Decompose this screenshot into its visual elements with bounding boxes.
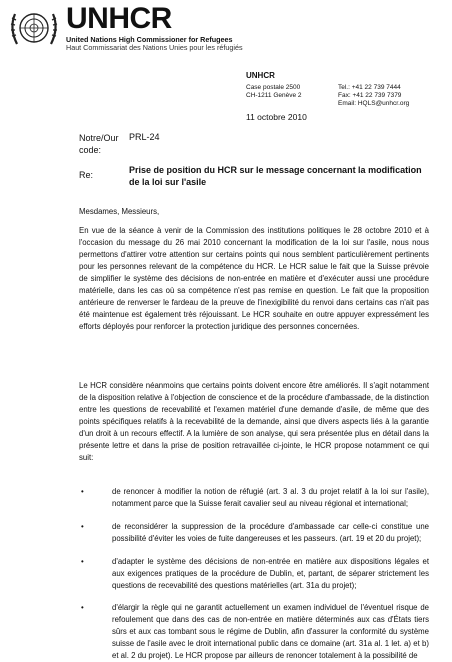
sender-contact <box>338 84 409 108</box>
un-emblem-icon <box>5 6 63 50</box>
subject-label: Re: <box>79 170 94 180</box>
tel-line: Tel.: +41 22 739 7444 <box>338 84 401 91</box>
list-item-text: de reconsidérer la suppression de la procédure d'ambassade car celle-ci constitue une possibilité d'éviter les voies de fuite dangereuses et les passeurs. (art. 19 et 20 du projet); <box>112 522 429 543</box>
reference-label: Notre/Our code: <box>79 133 119 155</box>
letter-date: 11 octobre 2010 <box>246 112 307 122</box>
bullet-marker: • <box>81 557 84 566</box>
salutation: Mesdames, Messieurs, <box>79 207 160 216</box>
org-name-en: United Nations High Commissioner for Refugees <box>66 35 233 44</box>
bullet-marker: • <box>81 487 84 496</box>
email-line: Email: HQLS@unhcr.org <box>338 100 410 107</box>
sender-address <box>246 84 302 100</box>
paragraph-concerns: Le HCR considère néanmoins que certains points doivent encore être améliorés. Il s'agit notamment de la disposition relative à l'objection de conscience et de la procédure d'ambassade, de la distinction entre les questions de recevabilité et l'examen matériel d'une demande d'asile, de même que des points spécifiques relatifs à la recevabilité de la demande, ainsi que divers aspects liés à la garantie d'un droit à un recours effectif. A la lumière de son analyse, qui sera présentée plus en détail dans la présente lettre et dans la prise de position retravaillée ci-jointe, le HCR propose notamment ce qui suit: <box>79 381 429 462</box>
fax-line: Fax: +41 22 739 7379 <box>338 92 402 99</box>
org-name-fr: Haut Commissariat des Nations Unies pour les réfugiés <box>66 43 243 52</box>
list-item-text: d'élargir la règle qui ne garantit actuellement un examen individuel de l'éventuel risque de refoulement que dans des cas de non-entrée en matière déterminés aux cas d'États tiers sûrs et aux cas tombant sous le régime de Dublin, afin d'assurer la conformité du système suisse de l'asile avec le droit international public dans ce domaine (art. 31a al. 1 let. a) et b) et al. 2 du projet). Le HCR propose par ailleurs de renoncer totalement à la possibilité de <box>112 603 429 660</box>
list-item-text: de renoncer à modifier la notion de réfugié (art. 3 al. 3 du projet relatif à la loi sur l'asile), notamment parce que la Suisse ferait cavalier seul au niveau régional et international; <box>112 487 429 508</box>
bullet-marker: • <box>81 522 84 531</box>
address-line: CH-1211 Genève 2 <box>246 92 302 99</box>
sender-org: UNHCR <box>246 71 275 80</box>
subject-text: Prise de position du HCR sur le message concernant la modification de la loi sur l'asile <box>129 165 422 187</box>
paragraph-intro: En vue de la séance à venir de la Commission des institutions politiques le 28 octobre 2010 et à l'occasion du message du 26 mai 2010 concernant la modification de la loi sur l'asile, nous nous permettons d'attirer votre attention sur certains points qui nous semblent particulièrement pertinents pour les personnes relevant de la compétence du HCR. Le HCR salue le fait que la Suisse prévoie de simplifier le système des décisions de non-entrée en matière et d'exécuter aussi une procédure matérielle, dans les cas où sa compétence n'est pas remise en question. Le fait que la proposition antérieure de renverser le fardeau de la preuve de l'inexigibilité du renvoi dans certains cas n'ait pas été maintenue est également très réjouissant. Le HCR souhaite en outre appuyer expressément les efforts déployés pour renforcer la protection juridique des personnes concernées. <box>79 226 429 331</box>
bullet-marker: • <box>81 603 84 612</box>
reference-value: PRL-24 <box>129 132 160 142</box>
list-item-text: d'adapter le système des décisions de non-entrée en matière aux dispositions légales et aux exigences pratiques de la procédure de Dublin, et, partant, de séparer strictement les questions de recevabilité des questions matérielles (art. 31a du projet); <box>112 557 429 590</box>
brand-wordmark: UNHCR <box>66 2 172 35</box>
address-line: Case postale 2500 <box>246 84 301 91</box>
